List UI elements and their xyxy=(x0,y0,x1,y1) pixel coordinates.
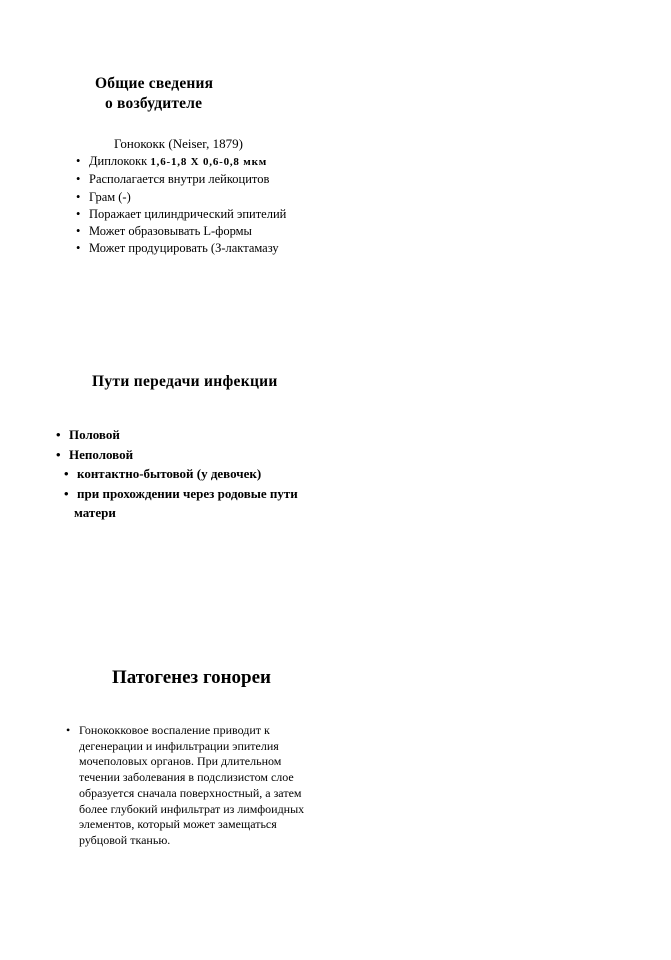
list-item xyxy=(56,425,133,445)
list-item xyxy=(76,206,286,223)
transmission-sublist xyxy=(64,464,298,523)
list-item xyxy=(64,464,298,484)
transmission-list xyxy=(56,425,133,464)
pathogen-subtitle: Гонококк (Neiser, 1879) xyxy=(114,136,243,151)
list-item-text: при прохождении через родовые пути xyxy=(77,485,298,501)
list-item xyxy=(76,240,286,257)
list-item xyxy=(76,171,286,188)
list-item-continuation: матери xyxy=(74,505,116,521)
list-item-dimensions: 1,6-1,8 X 0,6-0,8 мкм xyxy=(150,156,268,168)
pathogen-facts-list xyxy=(76,153,286,258)
bullet-icon: • xyxy=(76,172,81,187)
section-title-pathogen-info xyxy=(95,74,213,114)
list-item-text: Диплококк xyxy=(89,154,151,168)
pathogenesis-paragraph xyxy=(66,723,316,849)
list-item-text: Может продуцировать (З-лактамазу xyxy=(89,241,279,256)
bullet-icon: • xyxy=(64,466,69,481)
bullet-icon: • xyxy=(56,427,61,442)
list-item xyxy=(76,153,286,171)
bullet-icon: • xyxy=(66,723,71,737)
list-item xyxy=(76,189,286,206)
bullet-icon: • xyxy=(76,241,81,256)
pathogenesis-text: Гонококковое воспаление приводит к дегенерации и инфильтрации эпителия мочеполовых органов. При длительном течении заболевания в подслизистом слое образуется сначала поверхностный, а затем более глубокий инфильтрат из лимфоидных элементов, который может замещаться рубцовой тканью. xyxy=(79,723,305,847)
section-title-pathogenesis: Патогенез гонореи xyxy=(112,667,271,688)
section-title-line-1: Общие сведения xyxy=(95,75,214,92)
list-item-text: Неполовой xyxy=(69,446,134,462)
bullet-icon: • xyxy=(56,446,61,462)
list-item-text: Располагается внутри лейкоцитов xyxy=(89,172,270,187)
list-item-text: Может образовывать L-формы xyxy=(89,224,252,239)
list-item-text: Половой xyxy=(69,427,120,442)
bullet-icon: • xyxy=(64,485,69,501)
list-item xyxy=(56,445,133,465)
list-item xyxy=(76,223,286,240)
bullet-icon: • xyxy=(76,206,81,221)
bullet-icon: • xyxy=(76,224,81,239)
bullet-icon: • xyxy=(76,189,81,204)
bullet-icon: • xyxy=(76,154,81,168)
section-title-line-2: о возбудителе xyxy=(105,95,203,112)
list-item-text: Грам (-) xyxy=(89,189,131,204)
section-title-transmission: Пути передачи инфекции xyxy=(92,373,278,390)
list-item-text: контактно-бытовой (у девочек) xyxy=(77,466,262,481)
list-item xyxy=(64,484,298,523)
list-item-text: Поражает цилиндрический эпителий xyxy=(89,206,287,221)
